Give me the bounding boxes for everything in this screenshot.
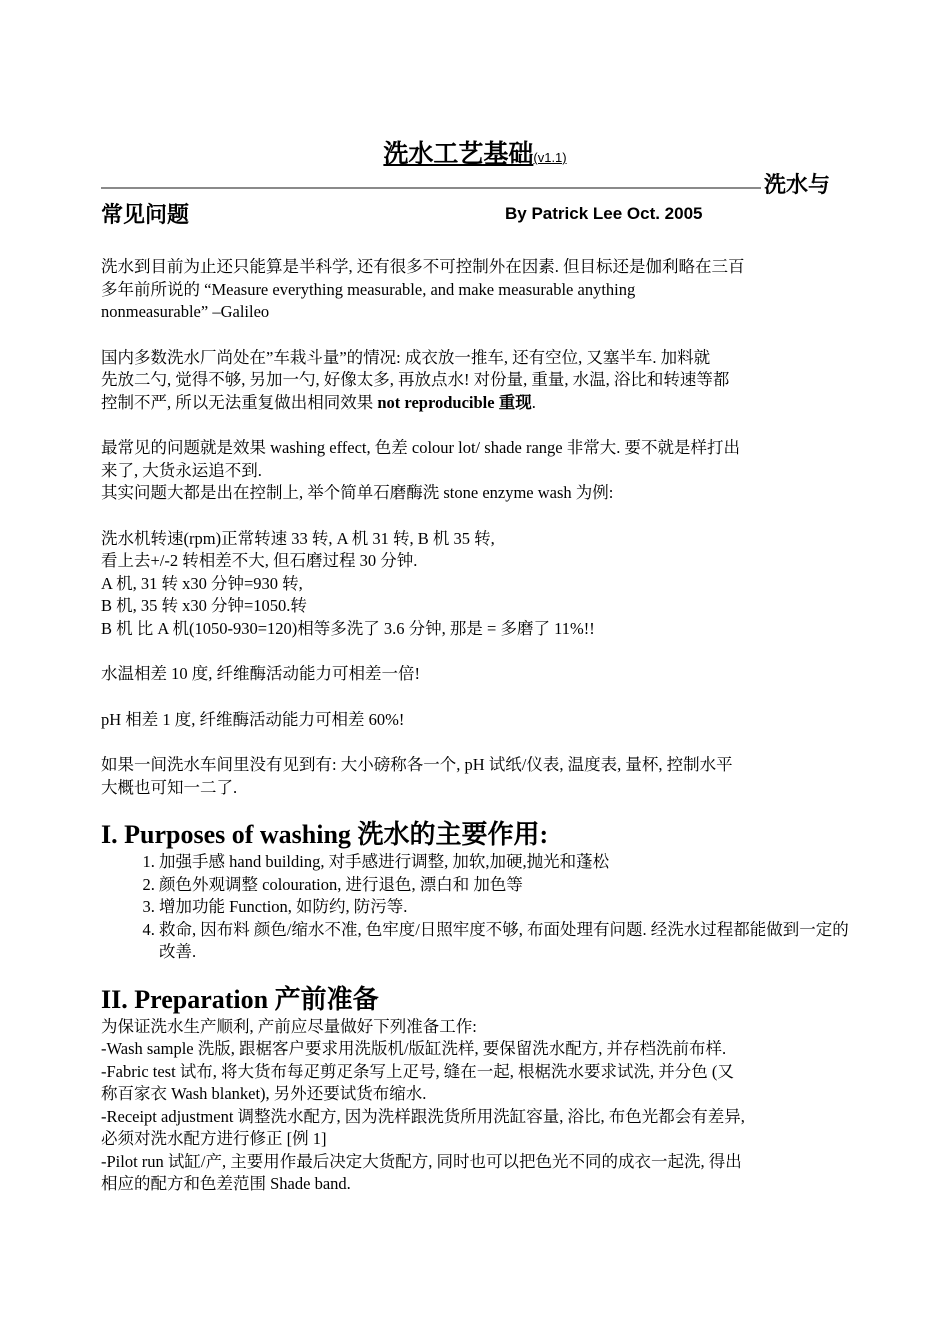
text-line: 先放二勺, 觉得不够, 另加一勺, 好像太多, 再放点水! 对份量, 重量, 水温, 浴比和转速等都 [101, 370, 730, 389]
intro-paragraph-7 [101, 754, 851, 799]
text-line: 为保证洗水生产顺利, 产前应尽量做好下列准备工作: [101, 1016, 477, 1036]
text-run: 控制不严, 所以无法重复做出相同效果 [101, 392, 378, 412]
section-heading-purposes [101, 819, 851, 851]
text-line: 如果一间洗水车间里没有见到有: 大小磅称各一个, pH 试纸/仪表, 温度表, 量杯, 控制水平 [101, 755, 733, 774]
text-line: 最常见的问题就是效果 washing effect, 色差 colour lot/ shade range 非常大. 要不就是样打出 [101, 438, 740, 457]
intro-paragraph-5 [101, 663, 851, 686]
heading-en: I. Purposes of washing [101, 820, 358, 849]
text-line: B 机 比 A 机(1050-930=120)相等多洗了 3.6 分钟, 那是 = 多磨了 11%!! [101, 618, 595, 638]
title-rule [101, 187, 761, 189]
subtitle-part1: 洗水与 [764, 172, 831, 197]
text-line: 必须对洗水配方进行修正 [例 1] [101, 1129, 327, 1148]
text-line: 多年前所说的 “Measure everything measurable, and make measurable anything [101, 279, 636, 299]
text-line: B 机, 35 转 x30 分钟=1050.转 [101, 596, 307, 615]
title-version: (v1.1) [533, 150, 567, 165]
preparation-text [101, 1016, 851, 1196]
list-item: 3. 增加功能 Function, 如防约, 防污等. [159, 896, 851, 919]
text-line: 来了, 大货永运追不到. [101, 460, 262, 480]
heading-cn: 产前准备 [274, 984, 379, 1014]
text-line: A 机, 31 转 x30 分钟=930 转, [101, 573, 303, 593]
text-line: 国内多数洗水厂尚处在”车栽斗量”的情况: 成衣放一推车, 还有空位, 又塞半车. 加料就 [101, 347, 711, 367]
title-text: 洗水工艺基础 [383, 140, 534, 168]
text-line: -Pilot run 试缸/产, 主要用作最后决定大货配方, 同时也可以把色光不同的成衣一起洗, 得出 [101, 1151, 742, 1171]
list-item: 2. 颜色外观调整 colouration, 进行退色, 漂白和 加色等 [159, 874, 851, 897]
subtitle-part2: 常见问题 [101, 202, 190, 227]
text-line: pH 相差 1 度, 纤维酶活动能力可相差 60%! [101, 709, 405, 729]
text-line: -Fabric test 试布, 将大货布每疋剪疋条写上疋号, 缝在一起, 根椐洗水要求试洗, 并分色 (又 [101, 1061, 734, 1081]
text-run: . [531, 392, 536, 412]
document-title [0, 134, 950, 170]
text-line [101, 392, 851, 415]
text-line: 洗水到目前为止还只能算是半科学, 还有很多不可控制外在因素. 但目标还是伽利略在三百 [101, 257, 745, 276]
list-item: 1. 加强手感 hand building, 对手感进行调整, 加软,加硬,抛光和蓬松 [159, 851, 851, 874]
intro-paragraph-2 [101, 347, 851, 415]
text-line: -Wash sample 洗版, 跟椐客户要求用洗版机/版缸洗样, 要保留洗水配方, 并存档洗前布样. [101, 1039, 727, 1058]
purposes-list [101, 851, 851, 964]
text-line: 洗水机转速(rpm)正常转速 33 转, A 机 31 转, B 机 35 转, [101, 528, 495, 548]
byline: By Patrick Lee Oct. 2005 [505, 204, 703, 223]
intro-paragraph-1 [101, 256, 851, 324]
text-line: nonmeasurable” –Galileo [101, 302, 270, 321]
text-line: 水温相差 10 度, 纤维酶活动能力可相差一倍! [101, 664, 420, 683]
intro-paragraph-3 [101, 437, 851, 505]
text-line: 看上去+/-2 转相差不大, 但石磨过程 30 分钟. [101, 551, 418, 570]
intro-paragraph-4 [101, 528, 851, 641]
text-line: 称百家衣 Wash blanket), 另外还要试货布缩水. [101, 1084, 427, 1103]
text-line: 相应的配方和色差范围 Shade band. [101, 1174, 351, 1193]
section-heading-preparation [101, 984, 851, 1016]
document-body [101, 256, 851, 1196]
intro-paragraph-6 [101, 709, 851, 732]
bold-term: not reproducible 重现 [377, 392, 532, 412]
heading-cn: 洗水的主要作用: [357, 820, 549, 849]
text-line: 其实问题大都是出在控制上, 举个简单石磨酶洗 stone enzyme wash 为例: [101, 483, 614, 502]
text-line: 大概也可知一二了. [101, 777, 238, 797]
list-item: 4. 救命, 因布料 颜色/缩水不准, 色牢度/日照牢度不够, 布面处理有问题. 经洗水过程都能做到一定的改善. [159, 919, 851, 964]
text-line: -Receipt adjustment 调整洗水配方, 因为洗样跟洗货所用洗缸容量, 浴比, 布色光都会有差异, [101, 1106, 745, 1126]
heading-en: II. Preparation [101, 984, 275, 1014]
